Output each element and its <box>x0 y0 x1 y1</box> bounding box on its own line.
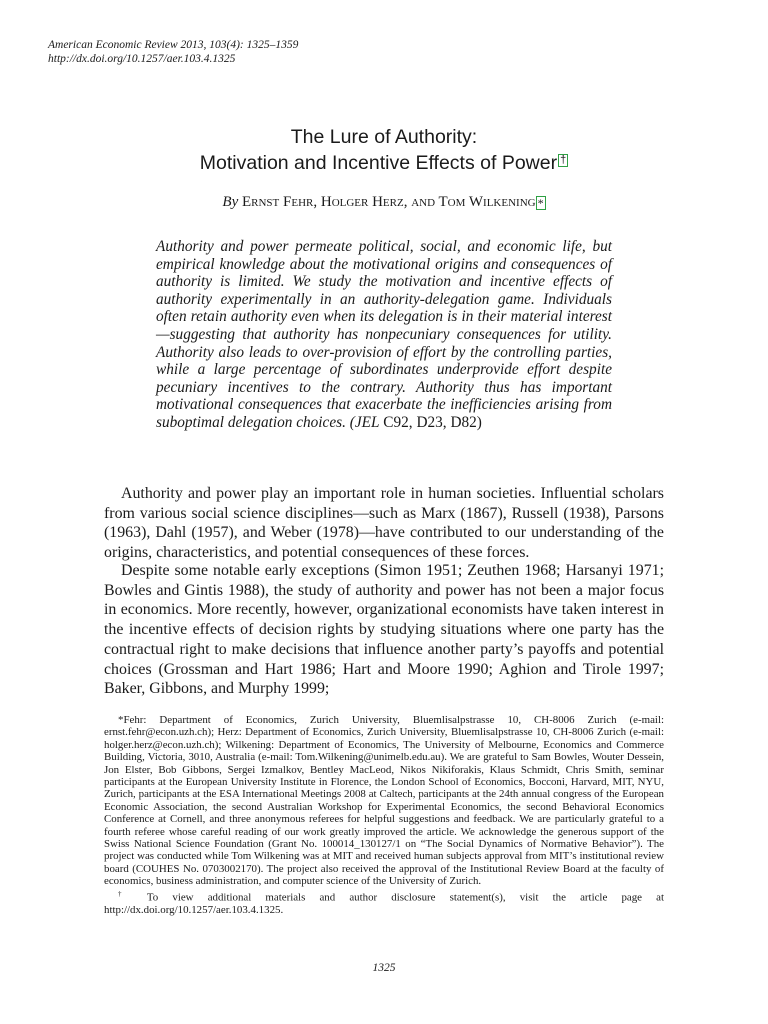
footnote-star-text: Fehr: Department of Economics, Zurich University, Bluemlisalpstrasse 10, CH-8006 Zurich (e-mail: ernst.fehr@econ.uzh.ch); Herz: Department of Economics, Zurich University, Bluemlisalpstrasse 10, CH-8006 Zurich (e-mail: holger.herz@econ.uzh.ch); Wilkening: Department of Economics, The University of Melbourne, Economics and Commerce Building, Victoria, 3010, Australia (e-mail: Tom.Wilkening@unimelb.edu.au). We are grateful to Sam Bowles, Wouter Dessein, Jon Elster, Bob Gibbons, Sergei Izmalkov, Bentley MacLeod, Nikos Nikiforakis, Klaus Schmidt, Chris Smith, seminar participants at the European University Institute in Florence, the London School of Economics, Bocconi, Harvard, MIT, NYU, Zurich, participants at the ESA International Meetings 2008 at Caltech, participants at the 24th annual congress of the European Economic Association, the second Australian Workshop for Experimental Economics, the second Behavioral Economics Conference at Cornell, and three anonymous referees for helpful suggestions and feedback. We are particularly grateful to a fourth referee whose careful reading of our work greatly improved the article. We acknowledge the generous support of the Swiss National Science Foundation (Grant No. 100014_130127/1 on “The Social Dynamics of Normative Behavior”). The project was conducted while Tom Wilkening was at MIT and received human subjects approval from MIT’s institutional review board (COUHES No. 0703002170). The project also received the approval of the Institutional Review Board at the faculty of economics, business administration, and computer science of the University of Zurich. <box>104 714 664 888</box>
journal-doi[interactable]: http://dx.doi.org/10.1257/aer.103.4.1325 <box>48 53 236 65</box>
body-paragraph-2: Despite some notable early exceptions (Simon 1951; Zeuthen 1968; Harsanyi 1971; Bowles and Gintis 1988), the study of authority and power has not been a major focus in economics. More recently, however, organizational economists have taken interest in the incentive effects of decision rights by studying situations where one party has the contractual right to make decisions that influence another party’s payoffs and potential choices (Grossman and Hart 1986; Hart and Moore 1990; Aghion and Tirole 1997; Baker, Gibbons, and Murphy 1999; <box>104 562 664 698</box>
abstract <box>156 238 612 432</box>
abstract-text: Authority and power permeate political, social, and economic life, but empirical knowledge about the motivational origins and consequences of authority is limited. We study the motivation and incentive effects of authority experimentally in an authority-delegation game. Individuals often retain authority even when its delegation is in their material interest—suggesting that authority has nonpecuniary consequences for utility. Authority also leads to over-provision of effort by the controlling parties, while a large percentage of subordinates underprovide effort despite pecuniary incentives to the contrary. Authority thus has important motivational consequences that exacerbate the inefficiencies arising from suboptimal delegation choices. ( <box>156 238 612 431</box>
footnote-dagger-mark: † <box>118 889 133 898</box>
footnote-star-mark: * <box>118 714 124 726</box>
footnote-dagger <box>104 888 664 916</box>
title-line-2: Motivation and Incentive Effects of Power <box>199 152 558 174</box>
journal-citation: American Economic Review 2013, 103(4): 1325–1359 <box>48 39 299 51</box>
article-title <box>0 124 768 176</box>
byline-authors: Ernst Fehr, Holger Herz, and Tom Wilkening <box>241 194 536 210</box>
byline <box>0 194 768 211</box>
footnote-star <box>104 714 664 888</box>
title-line-2-wrapper <box>0 150 768 176</box>
page-number: 1325 <box>372 962 396 974</box>
journal-header <box>48 38 298 66</box>
title-line-1: The Lure of Authority: <box>290 126 478 148</box>
footnotes <box>104 714 664 916</box>
byline-by: By <box>222 194 239 210</box>
body-paragraph-1: Authority and power play an important role in human societies. Influential scholars from various social science disciplines—such as Marx (1867), Russell (1938), Parsons (1963), Dahl (1957), and Weber (1978)—have contributed to our understanding of the origins, characteristics, and potential consequences of these forces. <box>104 485 664 562</box>
footnote-dagger-text: To view additional materials and author disclosure statement(s), visit the article page at http://dx.doi.org/10.1257/aer.103.4.1325. <box>104 891 665 916</box>
jel-label: JEL <box>354 413 380 431</box>
title-footnote-link[interactable]: † <box>560 154 567 166</box>
author-footnote-link[interactable]: * <box>537 196 544 210</box>
jel-codes: C92, D23, D82) <box>379 413 482 431</box>
